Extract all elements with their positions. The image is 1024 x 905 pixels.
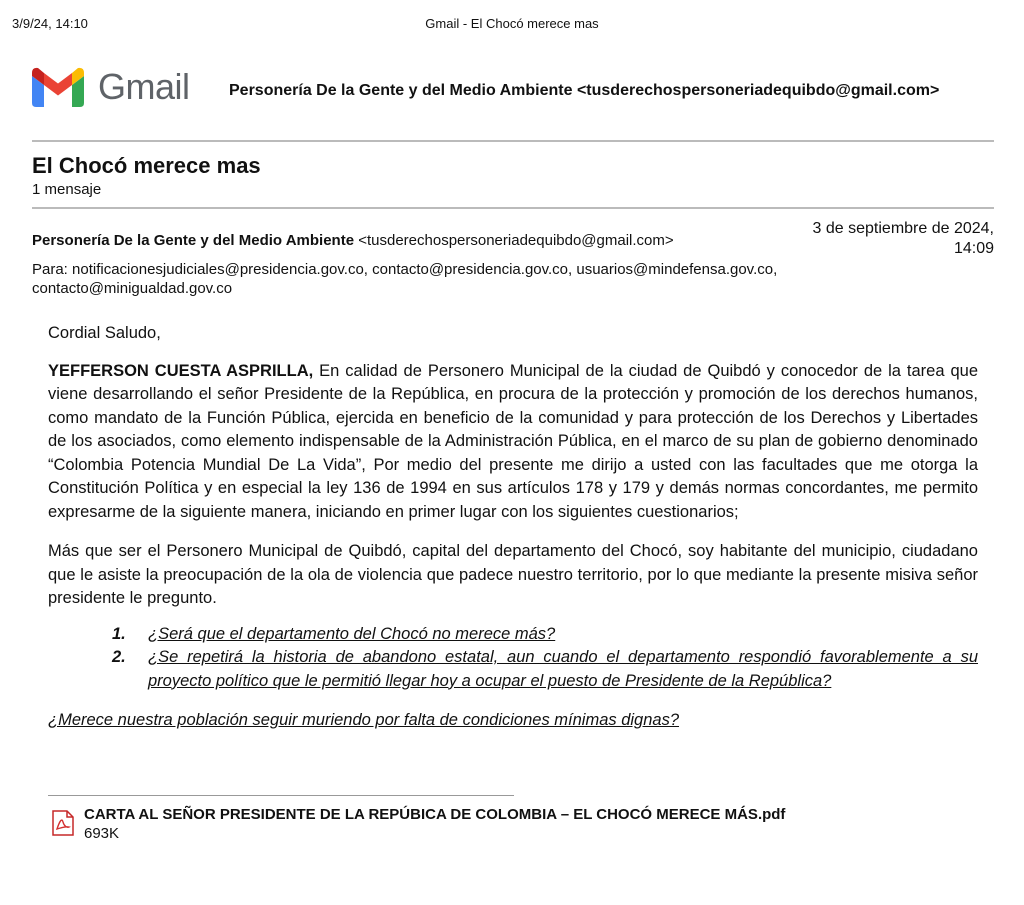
header-divider — [32, 140, 994, 142]
gmail-brand — [32, 66, 190, 108]
paragraph-1 — [48, 360, 978, 525]
message-date — [813, 219, 994, 259]
message-count: 1 mensaje — [32, 181, 102, 198]
attachment-size: 693K — [84, 825, 120, 842]
sender-line — [32, 232, 674, 249]
message-date-time: 14:09 — [953, 240, 994, 257]
greeting: Cordial Saludo, — [48, 324, 161, 342]
message-body — [48, 322, 978, 733]
subject-divider — [32, 207, 994, 209]
question-item — [48, 646, 978, 693]
paragraph-2: Más que ser el Personero Municipal de Quibdó, capital del departamento del Chocó, soy habitante del municipio, ciudadano que le asiste la preocupación de la ola de violencia que padece nuestro territorio, por lo que mediante la presente misiva señor presidente le pregunto. — [48, 542, 978, 607]
question-item — [48, 623, 978, 647]
account-identity: Personería De la Gente y del Medio Ambiente <tusderechospersoneriadequibdo@gmail.com> — [229, 82, 940, 99]
attachment-name[interactable]: CARTA AL SEÑOR PRESIDENTE DE LA REPÚBICA DE COLOMBIA – EL CHOCÓ MERECE MÁS.pdf — [84, 806, 786, 823]
question-text: ¿Será que el departamento del Chocó no merece más? — [148, 624, 556, 643]
question-text: ¿Se repetirá la historia de abandono estatal, aun cuando el departamento respondió favorablemente a su proyecto político que le permitió llegar hoy a ocupar el puesto de Presidente de la República? — [148, 648, 978, 690]
thread-subject: El Chocó merece mas — [32, 153, 261, 178]
attachment[interactable] — [52, 806, 785, 842]
sender-name: Personería De la Gente y del Medio Ambiente — [32, 232, 355, 249]
question-number: 2. — [112, 648, 126, 666]
pdf-icon — [52, 810, 74, 836]
recipients-line-2: contacto@minigualdad.gov.co — [32, 280, 233, 297]
print-datetime: 3/9/24, 14:10 — [12, 16, 88, 31]
recipients-line-1: Para: notificacionesjudiciales@presidencia.gov.co, contacto@presidencia.gov.co, usuarios@mindefensa.gov.co, — [32, 261, 778, 278]
closing-question: ¿Merece nuestra población seguir muriendo por falta de condiciones mínimas dignas? — [48, 711, 680, 729]
question-list — [48, 623, 978, 694]
sender-email: <tusderechospersoneriadequibdo@gmail.com> — [358, 232, 674, 249]
author-name: YEFFERSON CUESTA ASPRILLA, — [48, 361, 314, 380]
attachment-details — [84, 806, 785, 842]
paragraph-1-text: En calidad de Personero Municipal de la ciudad de Quibdó y conocedor de la tarea que viene desarrollando el señor Presidente de la República, en procura de la protección y promoción de los derechos humanos, como mandato de la Función Pública, ejercida en beneficio de la comunidad y para protección de los Derechos y Libertades de los asociados, como elemento indispensable de la Administración Pública, en el marco de su plan de gobierno denominado “Colombia Potencia Mundial De La Vida”, Por medio del presente me dirijo a usted con las facultades que me otorga la Constitución Política y en especial la ley 136 de 1994 en sus artículos 178 y 179 y demás normas concordantes, me permito expresarme de la siguiente manera, iniciando en primer lugar con los siguientes cuestionarios; — [48, 361, 978, 521]
print-header — [0, 16, 1024, 36]
message-date-day: 3 de septiembre de 2024, — [812, 220, 994, 237]
recipients — [32, 260, 932, 298]
question-number: 1. — [112, 624, 126, 643]
print-title: Gmail - El Chocó merece mas — [425, 16, 599, 31]
gmail-wordmark: Gmail — [98, 66, 190, 107]
gmail-logo-icon — [32, 67, 84, 107]
attachment-divider — [48, 795, 514, 796]
